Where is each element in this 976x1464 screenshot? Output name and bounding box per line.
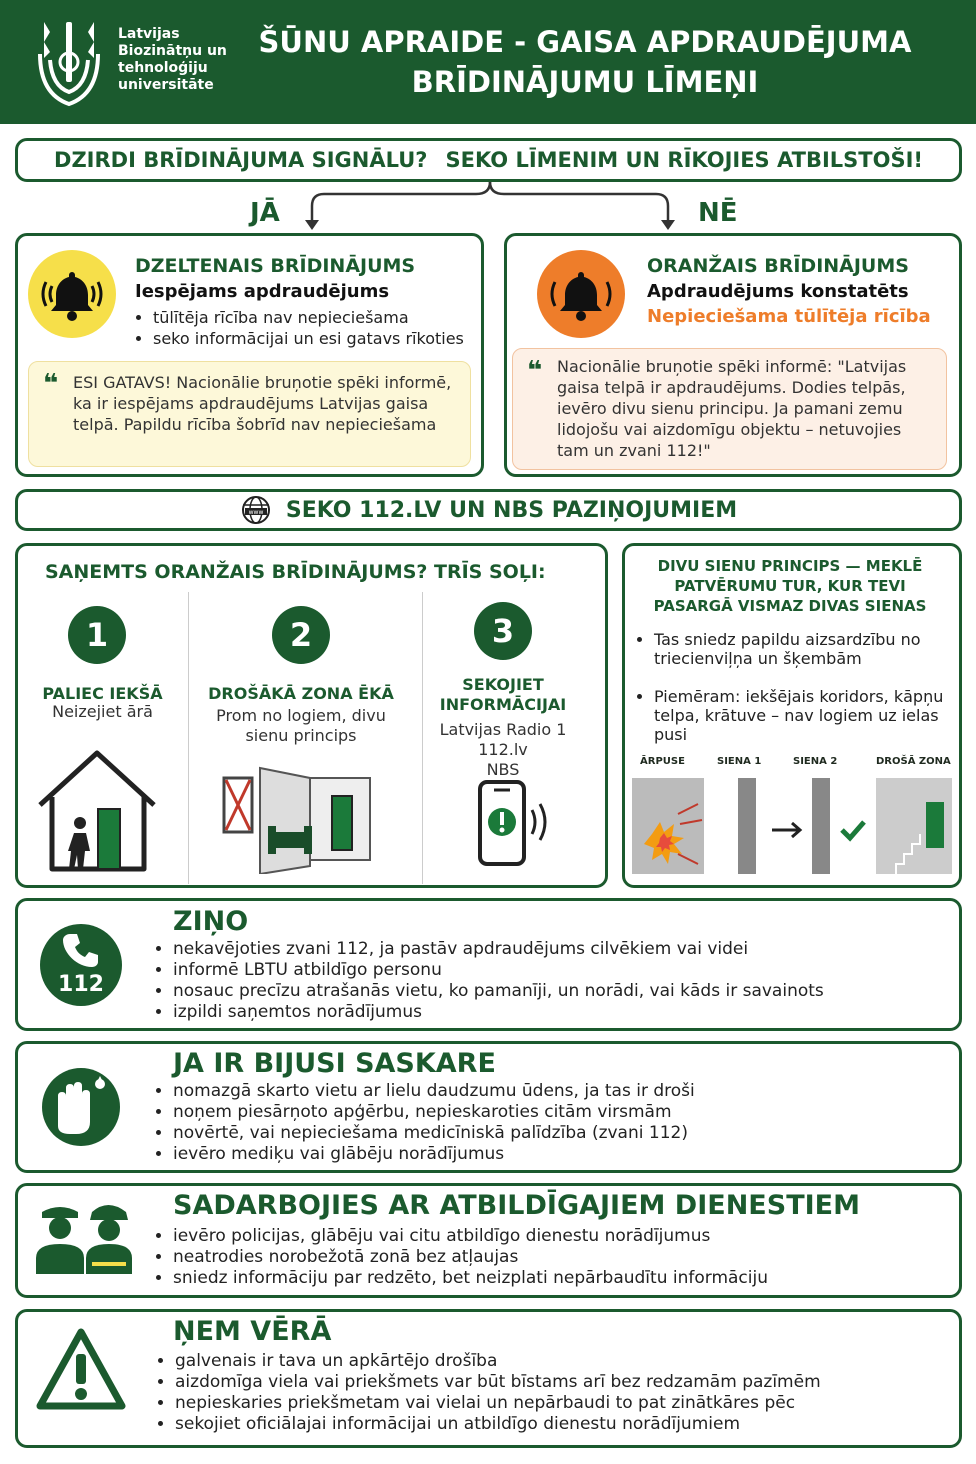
follow-banner: [15, 489, 962, 531]
responders-icon: [32, 1198, 136, 1274]
logo-line: universitāte: [118, 77, 214, 93]
list-item: • seko informācijai un esi gatavs rīkoties: [153, 328, 475, 349]
list-item: • ievēro policijas, glābēju vai citu atbildīgo dienestu norādījumus: [173, 1226, 943, 1247]
two-walls-diagram: [632, 774, 952, 874]
step-number: 2: [272, 606, 330, 664]
step-number: 1: [68, 606, 126, 664]
hand-stop-icon: [40, 1066, 122, 1148]
note-title: ŅEM VĒRĀ: [173, 1316, 332, 1347]
bell-icon: [38, 260, 106, 328]
follow-text: SEKO 112.LV UN NBS PAZIŅOJUMIEM: [285, 497, 738, 523]
house-icon: [36, 745, 158, 875]
list-item: • nekavējoties zvani 112, ja pastāv apdraudējums cilvēkiem vai videi: [173, 939, 943, 960]
report-title: ZIŅO: [173, 906, 249, 937]
wall-label: DROŠĀ ZONA: [876, 756, 951, 767]
steps-title: SAŅEMTS ORANŽAIS BRĪDINĀJUMS? TRĪS SOĻI:: [45, 561, 546, 583]
logo-line: Latvijas: [118, 26, 180, 42]
logo-line: Biozinātņu un: [118, 43, 227, 59]
orange-subtitle: Apdraudējums konstatēts: [647, 281, 909, 302]
list-item: • nepieskaries priekšmetam vai vielai un nepārbaudi to pat zinātkāres pēc: [175, 1393, 945, 1414]
divider: [188, 592, 189, 884]
step-number: 3: [474, 602, 532, 660]
yellow-subtitle: Iespējams apdraudējums: [135, 281, 390, 302]
step-title: DROŠĀKĀ ZONA ĒKĀ: [208, 684, 394, 703]
step-text: Prom no logiem, divu sienu princips: [216, 706, 386, 745]
question-left: DZIRDI BRĪDINĀJUMA SIGNĀLU?: [54, 148, 428, 172]
university-logo-icon: [30, 14, 108, 112]
wall-label: SIENA 1: [717, 756, 762, 767]
yellow-title: DZELTENAIS BRĪDINĀJUMS: [135, 255, 416, 277]
list-item: • galvenais ir tava un apkārtējo drošība: [175, 1351, 945, 1372]
wall-label: SIENA 2: [793, 756, 838, 767]
question-right: SEKO LĪMENIM UN RĪKOJIES ATBILSTOŠI!: [445, 148, 923, 172]
list-item: • novērtē, vai nepieciešama medicīniskā palīdzība (zvani 112): [173, 1123, 943, 1144]
cooperate-title: SADARBOJIES AR ATBILDĪGAJIEM DIENESTIEM: [173, 1190, 860, 1221]
cooperate-bullets: [153, 1226, 943, 1289]
list-item: • sniedz informāciju par redzēto, bet neizplati nepārbaudītu informāciju: [173, 1268, 943, 1289]
room-icon: [220, 762, 390, 874]
quote-icon: ❝: [43, 369, 59, 399]
orange-title: ORANŽAIS BRĪDINĀJUMS: [647, 255, 909, 277]
warning-triangle-icon: [36, 1328, 126, 1410]
phone-alert-icon: [476, 780, 556, 866]
title-line-2: BRĪDINĀJUMU LĪMEŅI: [411, 65, 759, 99]
badge-112: 112: [58, 972, 104, 997]
walls-title: DIVU SIENU PRINCIPS — MEKLĒ PATVĒRUMU TUR, KUR TEVI PASARGĀ VISMAZ DIVAS SIENAS: [653, 557, 927, 615]
university-name: [118, 26, 238, 94]
report-bullets: [153, 939, 943, 1023]
title-line-1: ŠŪNU APRAIDE - GAISA APDRAUDĒJUMA: [258, 25, 912, 59]
step-line: Latvijas Radio 1: [439, 720, 567, 739]
no-label: NĒ: [698, 198, 738, 228]
list-item: • tūlītēja rīcība nav nepieciešama: [153, 307, 475, 328]
globe-www-icon: [240, 494, 272, 526]
quote-icon: ❝: [527, 356, 543, 386]
wall-label: ĀRPUSE: [640, 756, 685, 767]
branch-arrows: [300, 180, 690, 230]
list-item: • informē LBTU atbildīgo personu: [173, 960, 943, 981]
list-item: • nomazgā skarto vietu ar lielu daudzumu ūdens, ja tas ir droši: [173, 1081, 943, 1102]
list-item: • izpildi saņemtos norādījumus: [173, 1002, 943, 1023]
orange-quote: [512, 348, 947, 470]
question-banner: [15, 138, 962, 182]
list-item: • noņem piesārņoto apģērbu, nepieskaroties citām virsmām: [173, 1102, 943, 1123]
orange-quote-text: Nacionālie bruņotie spēki informē: "Latvijas gaisa telpā ir apdraudējums. Dodies telpās, ievēro divu sienu principu. Ja pamani zemu lidojošu vai aizdomīgu objektu – netuvojies tam un zvani 112!": [557, 357, 907, 460]
list-item: • Tas sniedz papildu aizsardzību no triecienviļņa un šķembām: [654, 630, 952, 668]
walls-bullets: [636, 630, 952, 744]
step-title: PALIEC IEKŠĀ: [42, 684, 163, 703]
divider: [422, 592, 423, 884]
list-item: • sekojiet oficiālajai informācijai un atbildīgo dienestu norādījumiem: [175, 1414, 945, 1435]
list-item: • aizdomīga viela vai priekšmets var būt bīstams arī bez redzamām pazīmēm: [175, 1372, 945, 1393]
orange-urgent: Nepieciešama tūlītēja rīcība: [647, 306, 931, 327]
logo-line: tehnoloģiju: [118, 60, 208, 76]
list-item: • neatrodies norobežotā zonā bez atļaujas: [173, 1247, 943, 1268]
yellow-bullets: [135, 307, 475, 349]
step-line: NBS: [486, 760, 520, 779]
bell-icon: [547, 260, 615, 328]
list-item: • Piemēram: iekšējais koridors, kāpņu telpa, krātuve – nav logiem uz ielas pusi: [654, 687, 952, 744]
yellow-quote-text: ESI GATAVS! Nacionālie bruņotie spēki informē, ka ir iespējams apdraudējums Latvijas gaisa telpā. Papildu rīcība šobrīd nav nepieciešama: [73, 373, 452, 434]
yellow-quote: [28, 361, 471, 467]
list-item: • ievēro mediķu vai glābēju norādījumus: [173, 1144, 943, 1165]
page-title: [240, 22, 930, 102]
step-title: SEKOJIET INFORMĀCIJAI: [439, 675, 567, 714]
step-text: [428, 720, 578, 780]
svg-text:www: www: [248, 509, 264, 516]
contact-bullets: [153, 1081, 943, 1165]
phone-icon: [62, 930, 100, 968]
note-bullets: [155, 1351, 945, 1435]
step-line: 112.lv: [478, 740, 528, 759]
yes-label: JĀ: [250, 198, 280, 228]
list-item: • nosauc precīzu atrašanās vietu, ko pamanīji, un norādi, vai kāds ir savainots: [173, 981, 943, 1002]
contact-title: JA IR BIJUSI SASKARE: [173, 1048, 496, 1079]
step-text: Neizejiet ārā: [52, 702, 153, 721]
